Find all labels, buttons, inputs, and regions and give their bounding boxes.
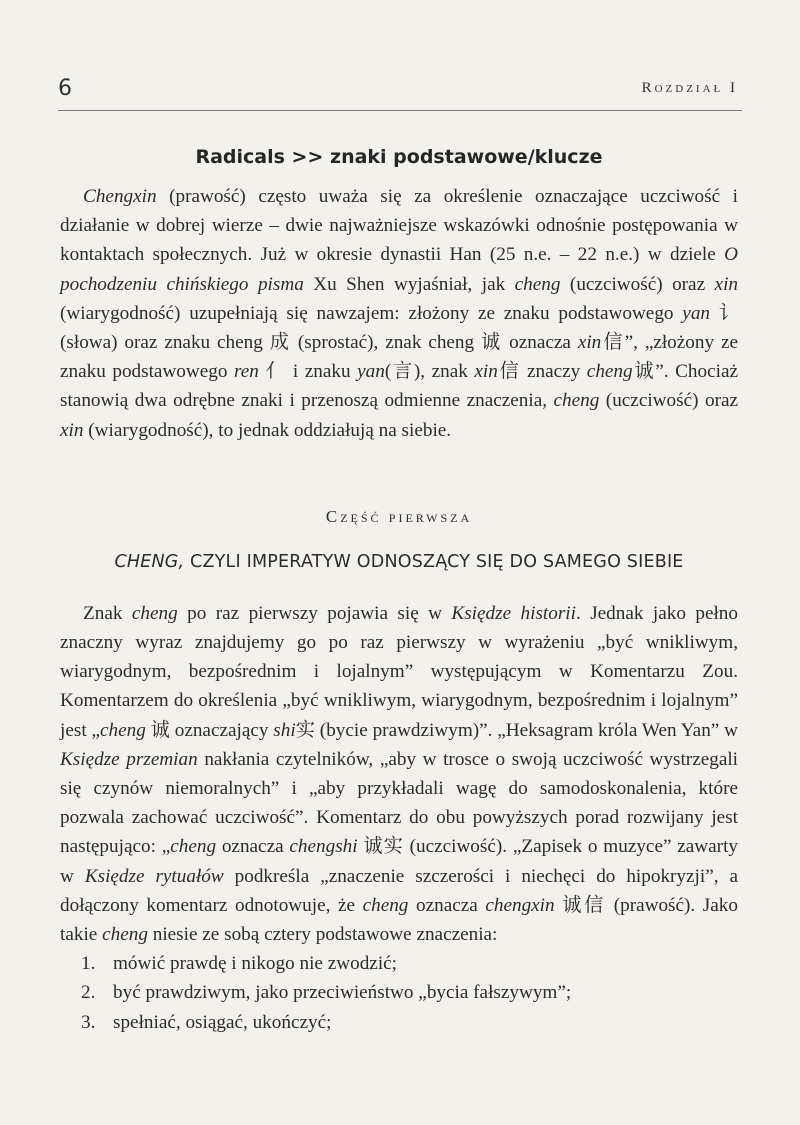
page-body [60,142,738,1037]
paragraph-cheng-origin: Znak cheng po raz pierwszy pojawia się w Księdze historii. Jednak jako pełno znaczny wyraz znajdujemy go po raz pierwszy w wyrażeniu „być wnikliwym, wiarygodnym, bezpośrednim i lojalnym” występującym w Komentarzu Zou. Komentarzem do określenia „być wnikliwym, wiarygodnym, bezpośrednim i lojalnym” jest „cheng 诚 oznaczający shi实 (bycie prawdziwym)”. „Heksagram króla Wen Yan” w Księdze przemian nakłania czytelników, „aby w trosce o swoją uczciwość wystrzegali się czynów niemoralnych” i „aby przykładali wagę do samodoskonalenia, które pozwala zachować uczciwość”. Komentarz do obu powyższych porad rozwijany jest następująco: „cheng oznacza chengshi 诚实 (uczciwość). „Zapisek o muzyce” zawarty w Księdze rytuałów podkreśla „znaczenie szczerości i niechęci do hipokryzji”, a dołączony komentarz odnotowuje, że cheng oznacza chengxin 诚信 (prawość). Jako takie cheng niesie ze sobą cztery podstawowe znaczenia: [60,602,739,946]
part-title: Część pierwsza [325,506,473,526]
list-item: 3. spełniać, osiągać, ukończyć; [81,1011,332,1033]
header-divider [58,110,742,111]
list-item: 2. być prawdziwym, jako przeciwieństwo „bycia fałszywym”; [81,982,572,1004]
section-heading-cheng: CHENG, CZYLI IMPERATYW ODNOSZĄCY SIĘ DO SAMEGO SIEBIE [114,551,684,572]
section-heading-radicals: Radicals >> znaki podstawowe/klucze [195,146,603,168]
paragraph-chengxin: Chengxin (prawość) często uważa się za określenie oznaczające uczciwość i działanie w dobrej wierze – dwie najważniejsze wskazówki odnośnie postępowania w kontaktach społecznych. Już w okresie dynastii Han (25 n.e. – 22 n.e.) w dziele O pochodzeniu chińskiego pisma Xu Shen wyjaśniał, jak cheng (uczciwość) oraz xin (wiarygodność) uzupełniają się nawzajem: złożony ze znaku podstawowego yan 讠 (słowa) oraz znaku cheng 成 (sprostać), znak cheng 诚 oznacza xin信”, „złożony ze znaku podstawowego ren 亻 i znaku yan(言), znak xin信 znaczy cheng诚”. Chociaż stanowią dwa odrębne znaki i przenoszą odmienne znaczenia, cheng (uczciwość) oraz xin (wiarygodność), to jednak oddziałują na siebie. [60,186,739,441]
page-number: 6 [58,76,72,101]
meanings-list [60,949,738,1037]
list-item: 1. mówić prawdę i nikogo nie zwodzić; [81,953,397,975]
running-header-chapter: Rozdział I [641,80,738,96]
